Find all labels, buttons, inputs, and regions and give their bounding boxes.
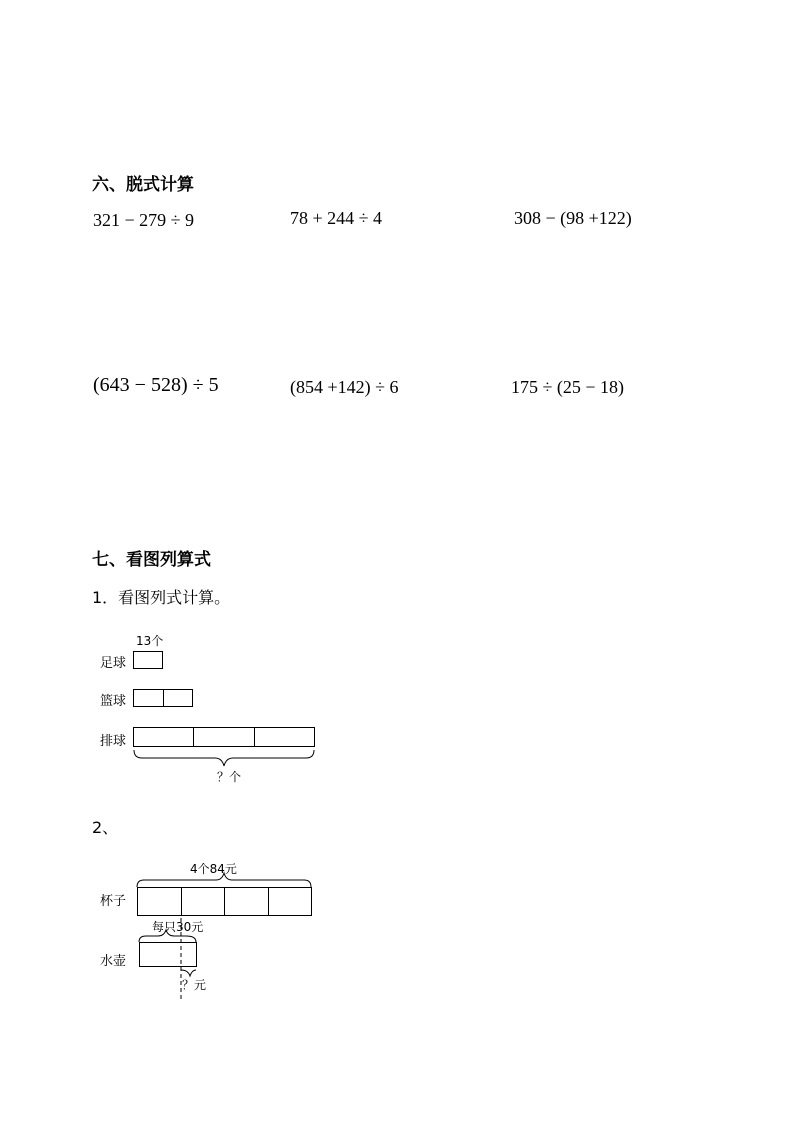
kettle-bar [139,942,197,967]
basketball-label: 篮球 [100,694,127,709]
football-label: 足球 [100,656,127,671]
expression-3: 308 − (98 +122) [514,208,632,228]
difference-label: ？元 [182,978,207,992]
cups-total-label: 4个84元 [190,862,237,876]
expression-2: 78 + 244 ÷ 4 [290,208,383,228]
cups-label: 杯子 [100,894,127,909]
expression-1: 321 − 279 ÷ 9 [93,210,195,230]
expression-4: (643 − 528) ÷ 5 [93,374,219,396]
section-7-title: 七、看图列算式 [92,550,211,570]
kettle-label: 水壶 [100,954,127,969]
question-2-prompt: 2、 [92,818,119,837]
football-count-label: 13个 [136,634,164,648]
total-label: ？个 [217,770,242,784]
cups-bar [137,887,312,916]
section-6-title: 六、脱式计算 [92,175,194,195]
total-brace [134,750,314,766]
question-1-prompt: 1．看图列式计算。 [92,588,231,607]
volleyball-label: 排球 [100,734,127,749]
expression-5: (854 +142) ÷ 6 [290,377,399,397]
expression-6: 175 ÷ (25 − 18) [511,377,625,397]
kettle-price-label: 每只30元 [152,920,204,934]
